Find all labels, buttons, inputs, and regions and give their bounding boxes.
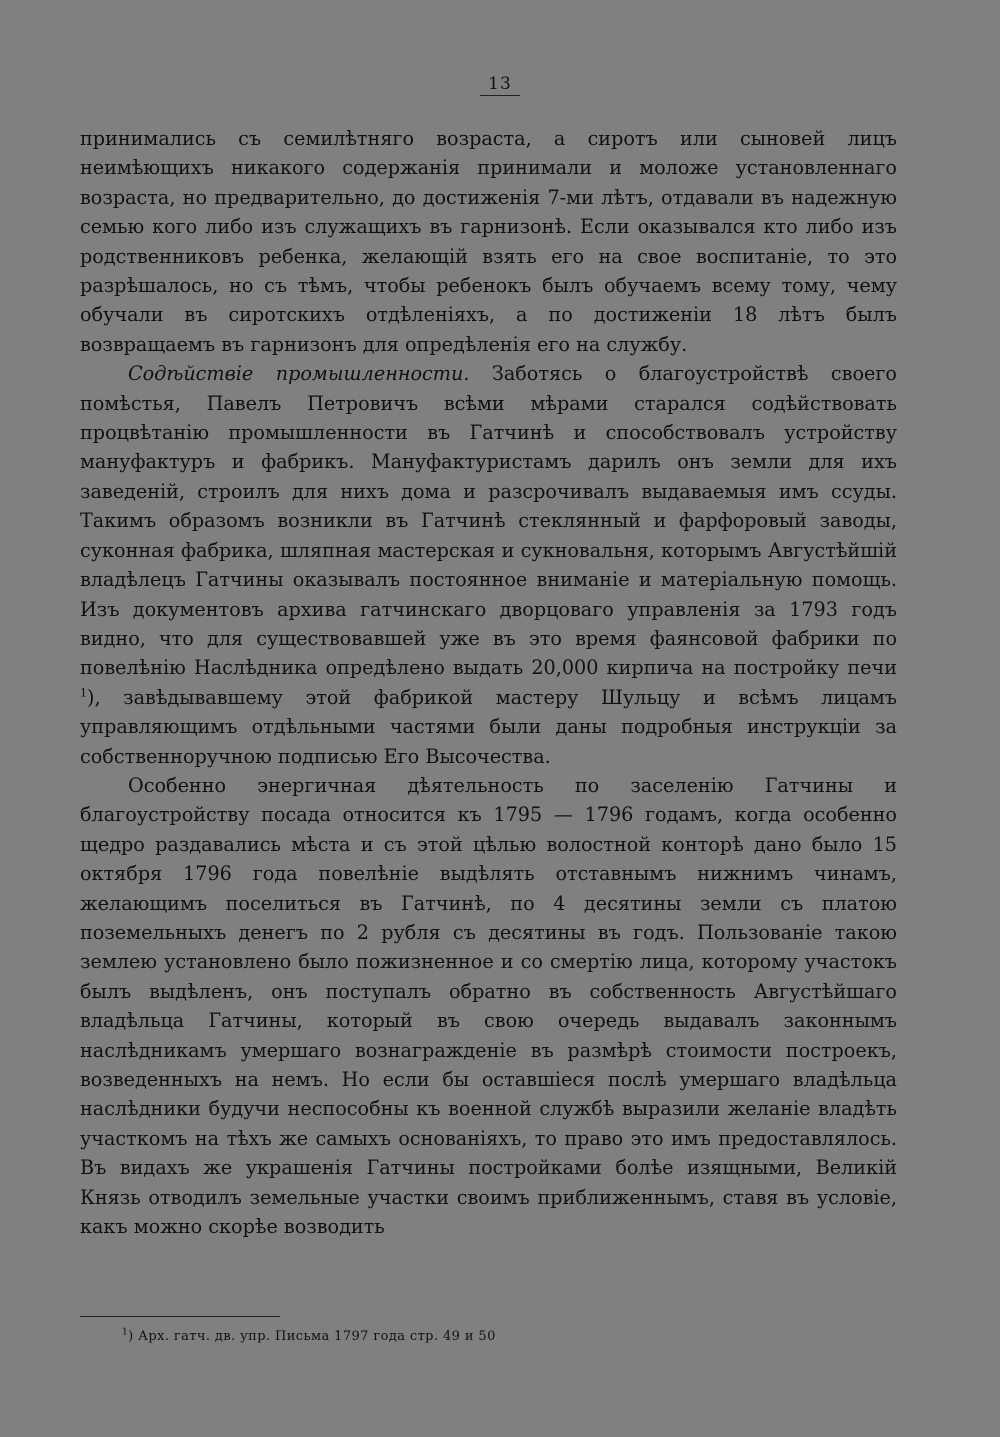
page-number <box>0 74 1000 96</box>
footnote-divider <box>80 1316 280 1317</box>
footnote <box>122 1328 822 1346</box>
paragraph-2-text: Заботясь о благоустройствѣ своего помѣстья, Павелъ Петровичъ всѣми мѣрами старался содѣйствовать процвѣтанію промышленности въ Гатчинѣ и способствовалъ устройству мануфактуръ и фабрикъ. Мануфактуристамъ дарилъ онъ земли для ихъ заведеній, строилъ для нихъ дома и разсрочивалъ выдаваемыя имъ ссуды. Такимъ образомъ возникли въ Гатчинѣ стеклянный и фарфоровый заводы, суконная фабрика, шляпная мастерская и сукновальня, которымъ Августѣйшій владѣлецъ Гатчины оказывалъ постоянное вниманіе и матеріальную помощь. Изъ документовъ архива гатчинскаго дворцоваго управленія за 1793 годъ видно, что для существовавшей уже въ это время фаянсовой фабрики по повелѣнію Наслѣдника опредѣлено выдать 20,000 кирпича на постройку печи <box>80 362 897 680</box>
body-text <box>80 124 897 1241</box>
paragraph-2-text-after: ), завѣдывавшему этой фабрикой мастеру Шульцу и всѣмъ лицамъ управляющимъ отдѣльными частями были даны подробныя инструкціи за собственноручною подписью Его Высочества. <box>80 685 897 768</box>
paragraph-3 <box>80 771 897 1242</box>
footnote-reference[interactable]: 1 <box>80 686 87 700</box>
paragraph-2-heading: Содѣйствіе промышленности. <box>128 362 470 386</box>
page-number-text: 13 <box>480 74 520 96</box>
paragraph-2 <box>80 359 897 771</box>
paragraph-3-text: Особенно энергичная дѣятельность по заселенію Гатчины и благоустройству посада относится къ 1795 — 1796 годамъ, когда особенно щедро раздавались мѣста и съ этой цѣлью волостной конторѣ дано было 15 октября 1796 года повелѣніе выдѣлять отставнымъ нижнимъ чинамъ, желающимъ поселиться въ Гатчинѣ, по 4 десятины земли съ платою поземельныхъ денегъ по 2 рубля съ десятины въ годъ. Пользованіе такою землею установлено было пожизненное и со смертію лица, которому участокъ былъ выдѣленъ, онъ поступалъ обратно въ собственность Августѣйшаго владѣльца Гатчины, который въ свою очередь выдавалъ законнымъ наслѣдникамъ умершаго вознагражденіе въ размѣрѣ стоимости построекъ, возведенныхъ на немъ. Но если бы оставшіеся послѣ умершаго владѣльца наслѣдники будучи неспособны къ военной службѣ выразили желаніе владѣть участкомъ на тѣхъ же самыхъ основаніяхъ, то право это имъ предоставлялось. Въ видахъ же украшенія Гатчины постройками болѣе изящными, Великій Князь отводилъ земельные участки своимъ приближеннымъ, ставя въ условіе, какъ можно скорѣе возводить <box>80 773 897 1239</box>
footnote-text: ) Арх. гатч. дв. упр. Письма 1797 года стр. 49 и 50 <box>128 1329 496 1344</box>
paragraph-1-text: принимались съ семилѣтняго возраста, а сиротъ или сыновей лицъ неимѣющихъ никакого содержанія принимали и моложе установленнаго возраста, но предварительно, до достиженія 7-ми лѣтъ, отдавали въ надежную семью кого либо изъ служащихъ въ гарнизонѣ. Если оказывался кто либо изъ родственниковъ ребенка, желающій взять его на свое воспитаніе, то это разрѣшалось, но съ тѣмъ, чтобы ребенокъ былъ обучаемъ всему тому, чему обучали въ сиротскихъ отдѣленіяхъ, а по достиженіи 18 лѣтъ былъ возвращаемъ въ гарнизонъ для опредѣленія его на службу. <box>80 127 897 356</box>
footnote-mark: 1 <box>122 1327 129 1338</box>
paragraph-1 <box>80 124 897 359</box>
